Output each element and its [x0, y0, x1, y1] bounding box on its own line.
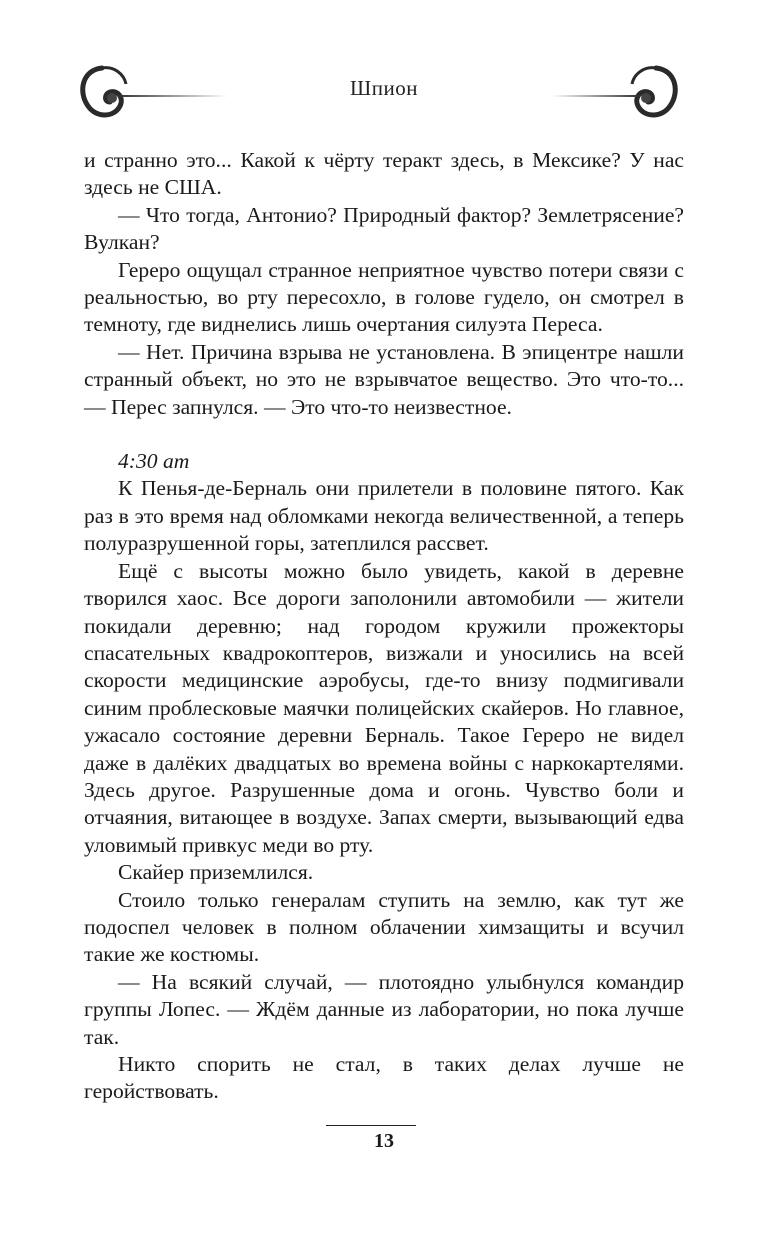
paragraph: Никто спорить не стал, в таких делах лучше не геройствовать. [84, 1052, 684, 1104]
paragraph: Скайер приземлился. [118, 860, 314, 885]
paragraph: и странно это... Какой к чёрту теракт здесь, в Мексике? У нас здесь не США. [84, 148, 684, 200]
paragraph: К Пенья-де-Берналь они прилетели в половине пятого. Как раз в это время над обломками некогда величественной, а теперь полуразрушенной горы, затеплился рассвет. [84, 476, 684, 556]
paragraph: — Что тогда, Антонио? Природный фактор? Землетрясение? Вулкан? [84, 202, 684, 255]
paragraph: — Нет. Причина взрыва не установлена. В эпицентре нашли странный объект, но это не взрывчатое вещество. Это что-то... — Перес запнулся. — Это что-то неизвестное. [84, 339, 684, 419]
paragraph: — На всякий случай, — плотоядно улыбнулся командир группы Лопес. — Ждём данные из лаборатории, но пока лучше так. [84, 969, 684, 1049]
time-heading: 4:30 am [118, 449, 190, 474]
paragraph: Ещё с высоты можно было увидеть, какой в деревне творился хаос. Все дороги заполонили автомобили — жители покидали деревню; над городом кружили прожекторы спасательных квадрокоптеров, визжали и уносились на всей скорости медицинские аэробусы, где-то внизу подмигивали синим проблесковые маячки полицейских скайеров. Но главное, ужасало состояние деревни Берналь. Такое Герeро не видел даже в далёких двадцатых во времена войны с наркокартелями. Здесь другое. Разрушенные дома и огонь. Чувство боли и отчаяния, витающее в воздухе. Запах смерти, вызывающий едва уловимый привкус меди во рту. [84, 558, 684, 857]
paragraph: Стоило только генералам ступить на землю, как тут же подоспел человек в полном облачении химзащиты и всучил такие же костюмы. [84, 887, 684, 967]
running-header [0, 62, 768, 132]
running-title: Шпион [350, 76, 418, 100]
swirl-ornament-icon [552, 62, 692, 132]
page-number: 13 [374, 1130, 394, 1152]
page-body [84, 147, 684, 1106]
paragraph: Герeро ощущал странное неприятное чувство потери связи с реальностью, во рту пересохло, в голове гудело, он смотрел в темноту, где виднелись лишь очертания силуэта Переса. [84, 257, 684, 337]
footer-rule [326, 1125, 416, 1126]
